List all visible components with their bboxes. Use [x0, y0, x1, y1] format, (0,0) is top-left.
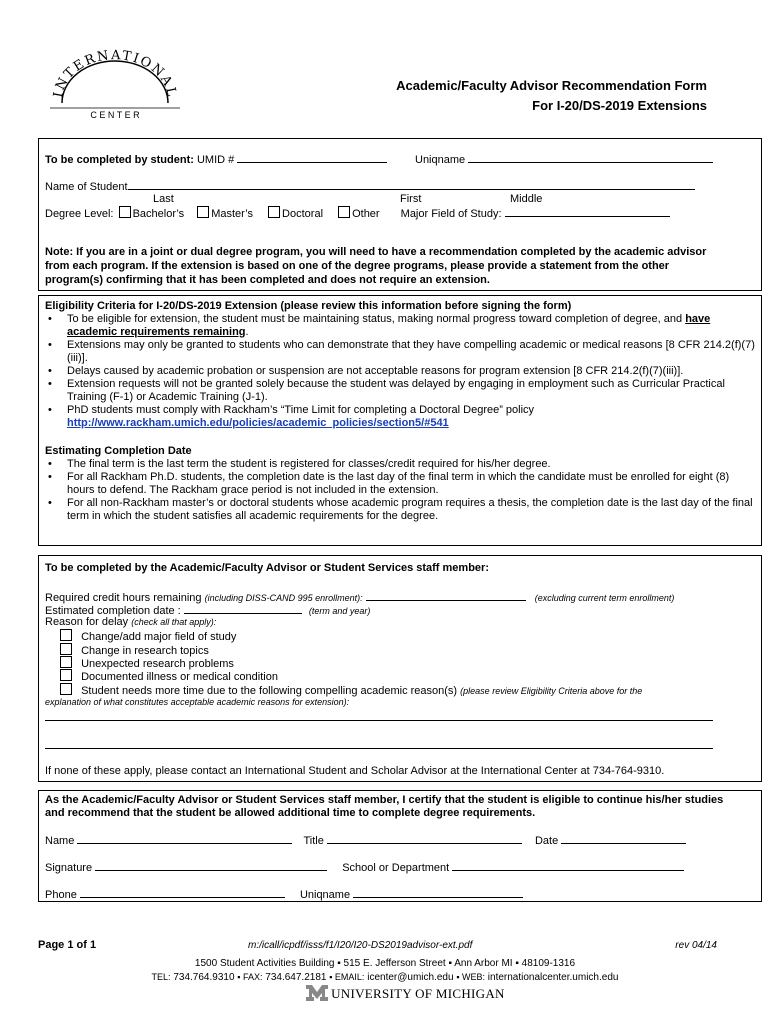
eligibility-item: • Extension requests will not be granted solely because the student was delayed by engaging in employment such as Curricular Practical Training (F-1) or Academic Training (J-1). [45, 378, 755, 404]
file-path: m:/icall/icpdf/isss/f1/I20/I20-DS2019advisor-ext.pdf [248, 940, 473, 951]
form-subtitle: For I-20/DS-2019 Extensions [532, 98, 707, 113]
other-label: Other [352, 208, 380, 220]
address: 1500 Student Activities Building ▪ 515 E. Jefferson Street ▪ Ann Arbor MI ▪ 48109-1316 [194, 958, 576, 969]
contact-line: TEL: 734.764.9310 ▪ FAX: 734.647.2181 ▪ EMAIL: icenter@umich.edu ▪ WEB: internationalcenter.umich.edu [151, 972, 619, 983]
reason-line-2[interactable] [45, 748, 713, 749]
advisor-name-label: Name [45, 835, 75, 847]
credit-hours-note: (including DISS-CAND 995 enrollment): [204, 593, 363, 603]
completion-date-label: Estimated completion date : [45, 605, 181, 617]
certify-statement: As the Academic/Faculty Advisor or Student Services staff member, I certify that the student is eligible to continue his/her studies and recommend that the student be allowed additional time to complete degree requirements. [45, 794, 724, 819]
eligibility-item: • To be eligible for extension, the student must be maintaining status, making normal progress toward completion of degree, and have academic requirements remaining. [45, 313, 755, 339]
reason5-note-continued: explanation of what constitutes acceptable academic reasons for extension): [45, 697, 350, 707]
international-center-logo [50, 45, 180, 120]
phone-field[interactable] [80, 887, 285, 898]
reason-line-1[interactable] [45, 720, 713, 721]
major-label: Major Field of Study: [400, 208, 502, 220]
reason-label-4: Documented illness or medical condition [81, 671, 278, 683]
university-name: UNIVERSITY OF MICHIGAN [331, 986, 505, 1001]
signature-field[interactable] [95, 860, 327, 871]
doctoral-label: Doctoral [282, 208, 324, 220]
email-link[interactable]: icenter@umich.edu [367, 972, 454, 983]
advisor-uniqname-field[interactable] [353, 887, 523, 898]
other-checkbox[interactable] [338, 206, 350, 218]
school-field[interactable] [452, 860, 684, 871]
logo-center-text: C E N T E R [90, 110, 140, 120]
completion-item: • For all Rackham Ph.D. students, the completion date is the last day of the final term in which the candidate must be enrolled for eight (8) hours to defend. The Rackham grace period is not included in the extension. [45, 471, 755, 497]
eligibility-item: • Extensions may only be granted to students who can demonstrate that they have compelling academic or medical reasons [8 CFR 214.2(f)(7)(iii)]. [45, 339, 755, 365]
form-title: Academic/Faculty Advisor Recommendation Form [396, 78, 707, 93]
completion-date-note: (term and year) [308, 606, 371, 616]
advisor-uniqname-label: Uniqname [299, 889, 351, 901]
uniqname-field[interactable] [468, 152, 713, 163]
reason-checkbox-2[interactable] [60, 643, 72, 655]
completion-heading: Estimating Completion Date [45, 445, 192, 457]
note-text: Note: If you are in a joint or dual degree program, you will need to have a recommendation completed by the academic advisor from each program. If the extension is based on one of the degree programs, please provide a statement from the other program(s) confirming that it has been completed and does not require an extension. [45, 246, 707, 286]
umich-logo [306, 985, 505, 1003]
reason-checkbox-5[interactable] [60, 683, 72, 695]
completion-item: • The final term is the last term the student is registered for classes/credit required for his/her degree. [45, 458, 755, 471]
reason-checkbox-4[interactable] [60, 669, 72, 681]
reason-label-5: Student needs more time due to the following compelling academic reason(s) [81, 685, 458, 697]
reason-label: Reason for delay [45, 616, 129, 628]
bachelors-checkbox[interactable] [119, 206, 131, 218]
requirements-remaining-text: have academic requirements remaining [67, 313, 711, 338]
reason-label-3: Unexpected research problems [81, 658, 234, 670]
masters-label: Master’s [211, 208, 253, 220]
phone-label: Phone [45, 889, 77, 901]
credit-hours-note2: (excluding current term enrollment) [534, 593, 675, 603]
umid-label: UMID # [196, 154, 235, 166]
eligibility-item: • PhD students must comply with Rackham’s “Time Limit for completing a Doctoral Degree” policy http://www.rackham.umich.edu/policies/academic_policies/section5/#541 [45, 404, 755, 430]
reason-checkbox-3[interactable] [60, 656, 72, 668]
student-name-label: Name of Student [45, 181, 128, 193]
completion-item: • For all non-Rackham master’s or doctoral students whose academic program requires a thesis, the completion date is the last day of the final term in which the student satisfies all academic requirements for the degree. [45, 497, 755, 523]
contact-text: If none of these apply, please contact an International Student and Scholar Advisor at the International Center at 734-764-9310. [45, 765, 665, 777]
logo-arc-text: INTERNATIONAL [51, 48, 180, 100]
page-number: Page 1 of 1 [38, 939, 97, 951]
credit-hours-label: Required credit hours remaining [45, 592, 202, 604]
doctoral-checkbox[interactable] [268, 206, 280, 218]
bachelors-label: Bachelor’s [132, 208, 185, 220]
svg-text:INTERNATIONAL [51, 48, 179, 99]
credit-hours-field[interactable] [366, 590, 526, 601]
signature-label: Signature [45, 862, 93, 874]
web-link[interactable]: internationalcenter.umich.edu [487, 972, 619, 983]
advisor-title-field[interactable] [327, 833, 522, 844]
reason-label-2: Change in research topics [81, 645, 209, 657]
advisor-heading: To be completed by the Academic/Faculty Advisor or Student Services staff member: [45, 562, 489, 574]
major-field[interactable] [505, 206, 670, 217]
block-m-icon [306, 985, 328, 1001]
eligibility-heading: Eligibility Criteria for I-20/DS-2019 Extension (please review this information before signing the form) [45, 300, 572, 312]
reason-label-1: Change/add major field of study [81, 631, 237, 643]
rackham-policy-link[interactable]: http://www.rackham.umich.edu/policies/academic_policies/section5/#541 [67, 417, 449, 429]
school-label: School or Department [342, 862, 450, 874]
advisor-name-field[interactable] [77, 833, 292, 844]
reason-note: (check all that apply): [131, 617, 217, 627]
masters-checkbox[interactable] [197, 206, 209, 218]
degree-level-label: Degree Level: [45, 208, 114, 220]
advisor-title-label: Title [303, 835, 324, 847]
reason-checkbox-1[interactable] [60, 629, 72, 641]
student-name-field[interactable] [128, 179, 695, 190]
reason5-note: (please review Eligibility Criteria above for the [460, 686, 643, 696]
first-label: First [400, 193, 422, 205]
umid-field[interactable] [237, 152, 387, 163]
revision: rev 04/14 [675, 940, 717, 951]
eligibility-item: • Delays caused by academic probation or suspension are not acceptable reasons for program extension [8 CFR 214.2(f)(7)(iii)]. [45, 365, 755, 378]
uniqname-label: Uniqname [415, 154, 466, 166]
completion-date-field[interactable] [184, 603, 302, 614]
last-label: Last [153, 193, 174, 205]
date-field[interactable] [561, 833, 686, 844]
middle-label: Middle [510, 193, 543, 205]
date-label: Date [534, 835, 559, 847]
student-heading: To be completed by student: [45, 154, 194, 166]
